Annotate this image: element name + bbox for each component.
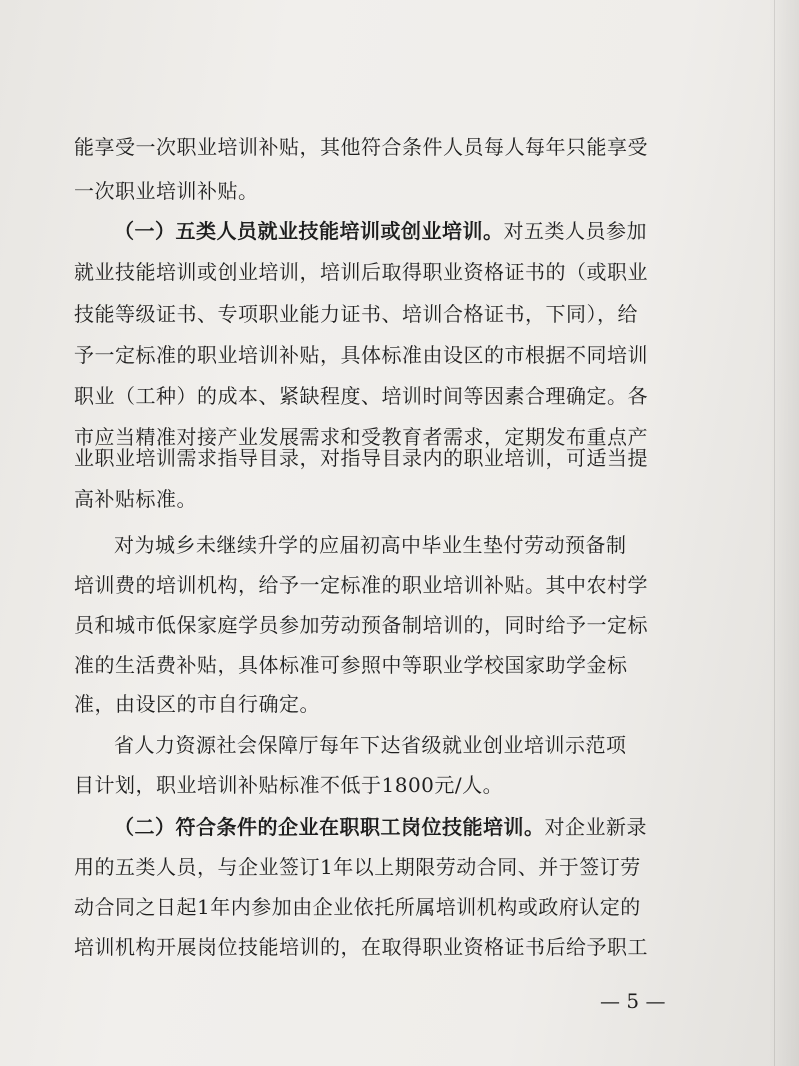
body-line-9 <box>74 444 659 472</box>
body-line-2 <box>74 177 659 205</box>
text-segment: 对企业新录 <box>544 815 647 839</box>
text-segment: 技能等级证书、专项职业能力证书、培训合格证书，下同），给 <box>74 302 638 326</box>
body-line-11 <box>114 531 699 559</box>
text-segment: 用的五类人员，与企业签订1年以上期限劳动合同、并于签订劳 <box>74 855 641 879</box>
body-line-13 <box>74 611 659 639</box>
section-heading-one-line <box>114 217 699 245</box>
body-line-16 <box>114 731 699 759</box>
body-line-7 <box>74 382 659 410</box>
body-line-20 <box>74 893 659 921</box>
page-edge-line <box>774 0 775 1066</box>
text-segment: 准的生活费补贴，具体标准可参照中等职业学校国家助学金标 <box>74 653 628 677</box>
text-segment: 员和城市低保家庭学员参加劳动预备制培训的，同时给予一定标 <box>74 613 648 637</box>
text-segment: 一次职业培训补贴。 <box>74 179 259 203</box>
section-heading-one: （一）五类人员就业技能培训或创业培训。 <box>114 219 504 243</box>
text-segment: 予一定标准的职业培训补贴，具体标准由设区的市根据不同培训 <box>74 343 648 367</box>
text-segment: 动合同之日起1年内参加由企业依托所属培训机构或政府认定的 <box>74 895 641 919</box>
text-segment: 职业（工种）的成本、紧缺程度、培训时间等因素合理确定。各 <box>74 384 648 408</box>
section-heading-two-line <box>114 813 699 841</box>
body-line-19 <box>74 853 659 881</box>
text-segment: 准，由设区的市自行确定。 <box>74 692 320 716</box>
section-heading-two: （二）符合条件的企业在职职工岗位技能培训。 <box>114 815 545 839</box>
text-segment: 培训费的培训机构，给予一定标准的职业培训补贴。其中农村学 <box>74 573 648 597</box>
body-line-4 <box>74 258 659 286</box>
text-segment: 培训机构开展岗位技能培训的，在取得职业资格证书后给予职工 <box>74 935 648 959</box>
text-segment: 高补贴标准。 <box>74 487 197 511</box>
body-line-12 <box>74 571 659 599</box>
page-number: — 5 — <box>600 989 666 1013</box>
body-line-5 <box>74 300 659 328</box>
body-line-14 <box>74 651 659 679</box>
text-segment: 能享受一次职业培训补贴，其他符合条件人员每人每年只能享受 <box>74 135 648 159</box>
body-line-17 <box>74 771 659 799</box>
body-line-15 <box>74 690 659 718</box>
text-segment: 目计划，职业培训补贴标准不低于1800元/人。 <box>74 773 504 797</box>
text-segment: 省人力资源社会保障厅每年下达省级就业创业培训示范项 <box>114 733 627 757</box>
text-segment: 就业技能培训或创业培训，培训后取得职业资格证书的（或职业 <box>74 260 648 284</box>
text-segment: 对五类人员参加 <box>503 219 647 243</box>
body-line-10 <box>74 485 659 513</box>
body-line-21 <box>74 933 659 961</box>
text-segment: 对为城乡未继续升学的应届初高中毕业生垫付劳动预备制 <box>114 533 627 557</box>
body-line-1 <box>74 133 659 161</box>
text-segment: 业职业培训需求指导目录，对指导目录内的职业培训，可适当提 <box>74 446 648 470</box>
text-segment: 市应当精准对接产业发展需求和受教育者需求，定期发布重点产 <box>74 425 648 449</box>
body-line-6 <box>74 341 659 369</box>
